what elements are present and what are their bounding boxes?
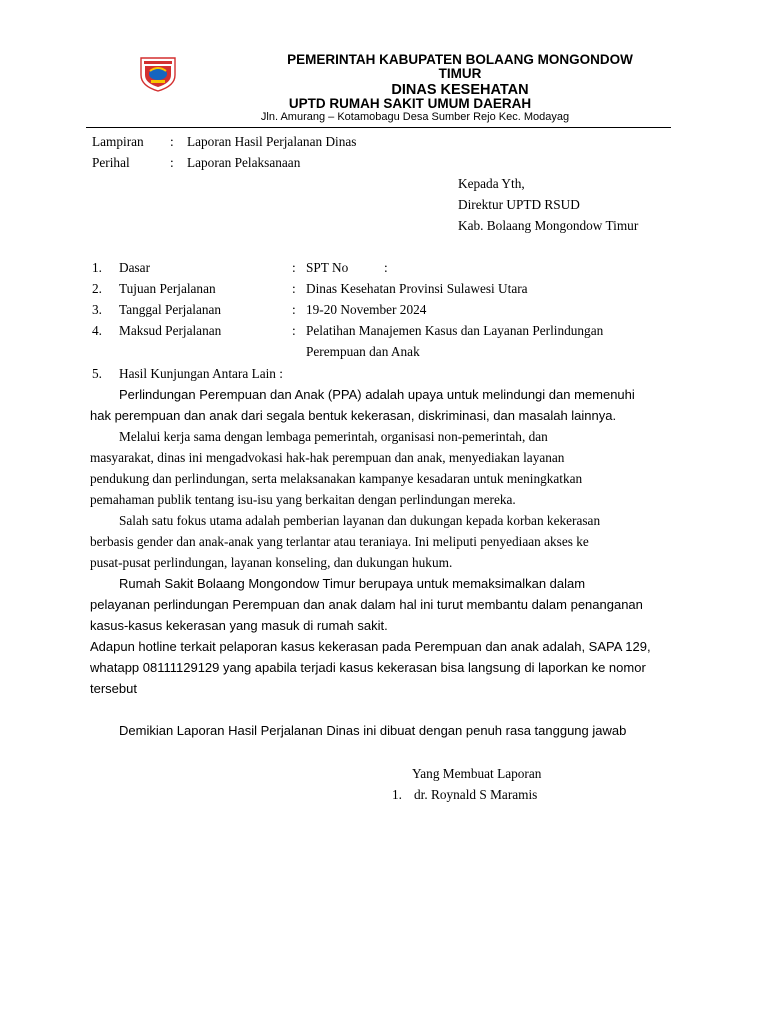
paragraph-line: tersebut bbox=[90, 681, 137, 696]
item-label-tanggal: Tanggal Perjalanan bbox=[119, 302, 222, 317]
paragraph-line: Salah satu fokus utama adalah pemberian layanan dan dukungan kepada korban kekerasan bbox=[119, 513, 601, 528]
item-label-hasil: Hasil Kunjungan Antara Lain : bbox=[119, 366, 283, 381]
paragraph-line: Perlindungan Perempuan dan Anak (PPA) adalah upaya untuk melindungi dan memenuhi bbox=[119, 387, 635, 402]
letterhead-line1: PEMERINTAH KABUPATEN BOLAANG MONGONDOW bbox=[287, 52, 633, 67]
paragraph-line: Rumah Sakit Bolaang Mongondow Timur berupaya untuk memaksimalkan dalam bbox=[119, 576, 586, 591]
item-colon: : bbox=[292, 323, 296, 338]
paragraph-line: kasus-kasus kekerasan yang masuk di rumah sakit. bbox=[90, 618, 388, 633]
recipient-location: Kab. Bolaang Mongondow Timur bbox=[458, 218, 639, 233]
letterhead-government bbox=[230, 53, 690, 81]
item-colon: : bbox=[292, 281, 296, 296]
closing-statement: Demikian Laporan Hasil Perjalanan Dinas ini dibuat dengan penuh rasa tanggung jawab bbox=[119, 723, 627, 738]
item-value-maksud-cont: Perempuan dan Anak bbox=[306, 344, 420, 359]
item-label-maksud: Maksud Perjalanan bbox=[119, 323, 222, 338]
item-number: 1. bbox=[92, 260, 102, 275]
item-number: 3. bbox=[92, 302, 102, 317]
lampiran-value: Laporan Hasil Perjalanan Dinas bbox=[187, 134, 357, 149]
paragraph-line: hak perempuan dan anak dari segala bentuk kekerasan, diskriminasi, dan masalah lainnya. bbox=[90, 408, 617, 423]
item-value-spt: SPT No bbox=[306, 260, 349, 275]
letterhead-unit: UPTD RUMAH SAKIT UMUM DAERAH bbox=[288, 96, 532, 111]
item-value-spt-colon: : bbox=[384, 260, 388, 275]
item-colon: : bbox=[292, 302, 296, 317]
item-label-tujuan: Tujuan Perjalanan bbox=[119, 281, 216, 296]
letterhead-divider bbox=[86, 127, 671, 128]
lampiran-colon: : bbox=[170, 134, 174, 149]
item-number: 5. bbox=[92, 366, 102, 381]
item-value-tanggal: 19-20 November 2024 bbox=[306, 302, 427, 317]
lampiran-label: Lampiran bbox=[92, 134, 144, 149]
item-colon: : bbox=[292, 260, 296, 275]
paragraph-line: pusat-pusat perlindungan, layanan konseling, dan dukungan hukum. bbox=[90, 555, 453, 570]
item-number: 4. bbox=[92, 323, 102, 338]
perihal-colon: : bbox=[170, 155, 174, 170]
paragraph-line: pendukung dan perlindungan, serta melaksanakan kampanye kesadaran untuk meningkatkan bbox=[90, 471, 583, 486]
signature-name: dr. Roynald S Maramis bbox=[414, 787, 538, 802]
paragraph-line: pemahaman publik tentang isu-isu yang berkaitan dengan perlindungan mereka. bbox=[90, 492, 516, 507]
item-number: 2. bbox=[92, 281, 102, 296]
item-value-tujuan: Dinas Kesehatan Provinsi Sulawesi Utara bbox=[306, 281, 528, 296]
perihal-label: Perihal bbox=[92, 155, 130, 170]
paragraph-line: pelayanan perlindungan Perempuan dan anak dalam hal ini turut membantu dalam penanganan bbox=[90, 597, 643, 612]
letterhead-department: DINAS KESEHATAN bbox=[391, 82, 529, 98]
letterhead-line1b: TIMUR bbox=[438, 66, 482, 81]
perihal-value: Laporan Pelaksanaan bbox=[187, 155, 301, 170]
recipient-title: Direktur UPTD RSUD bbox=[458, 197, 580, 212]
item-value-maksud: Pelatihan Manajemen Kasus dan Layanan Perlindungan bbox=[306, 323, 604, 338]
paragraph-line: whatapp 08111129129 yang apabila terjadi kasus kekerasan bisa langsung di laporkan ke nomor bbox=[90, 660, 646, 675]
signature-title: Yang Membuat Laporan bbox=[412, 766, 542, 781]
letterhead-address: Jln. Amurang – Kotamobagu Desa Sumber Rejo Kec. Modayag bbox=[260, 111, 570, 123]
paragraph-line: Adapun hotline terkait pelaporan kasus kekerasan pada Perempuan dan anak adalah, SAPA 129, bbox=[90, 639, 651, 654]
signature-number: 1. bbox=[392, 787, 402, 802]
paragraph-line: berbasis gender dan anak-anak yang terlantar atau teraniaya. Ini meliputi penyediaan akses ke bbox=[90, 534, 589, 549]
paragraph-line: Melalui kerja sama dengan lembaga pemerintah, organisasi non-pemerintah, dan bbox=[119, 429, 548, 444]
item-label-dasar: Dasar bbox=[119, 260, 151, 275]
paragraph-line: masyarakat, dinas ini mengadvokasi hak-hak perempuan dan anak, menyediakan layanan bbox=[90, 450, 565, 465]
government-emblem-logo bbox=[138, 53, 178, 93]
recipient-greeting: Kepada Yth, bbox=[458, 176, 525, 191]
